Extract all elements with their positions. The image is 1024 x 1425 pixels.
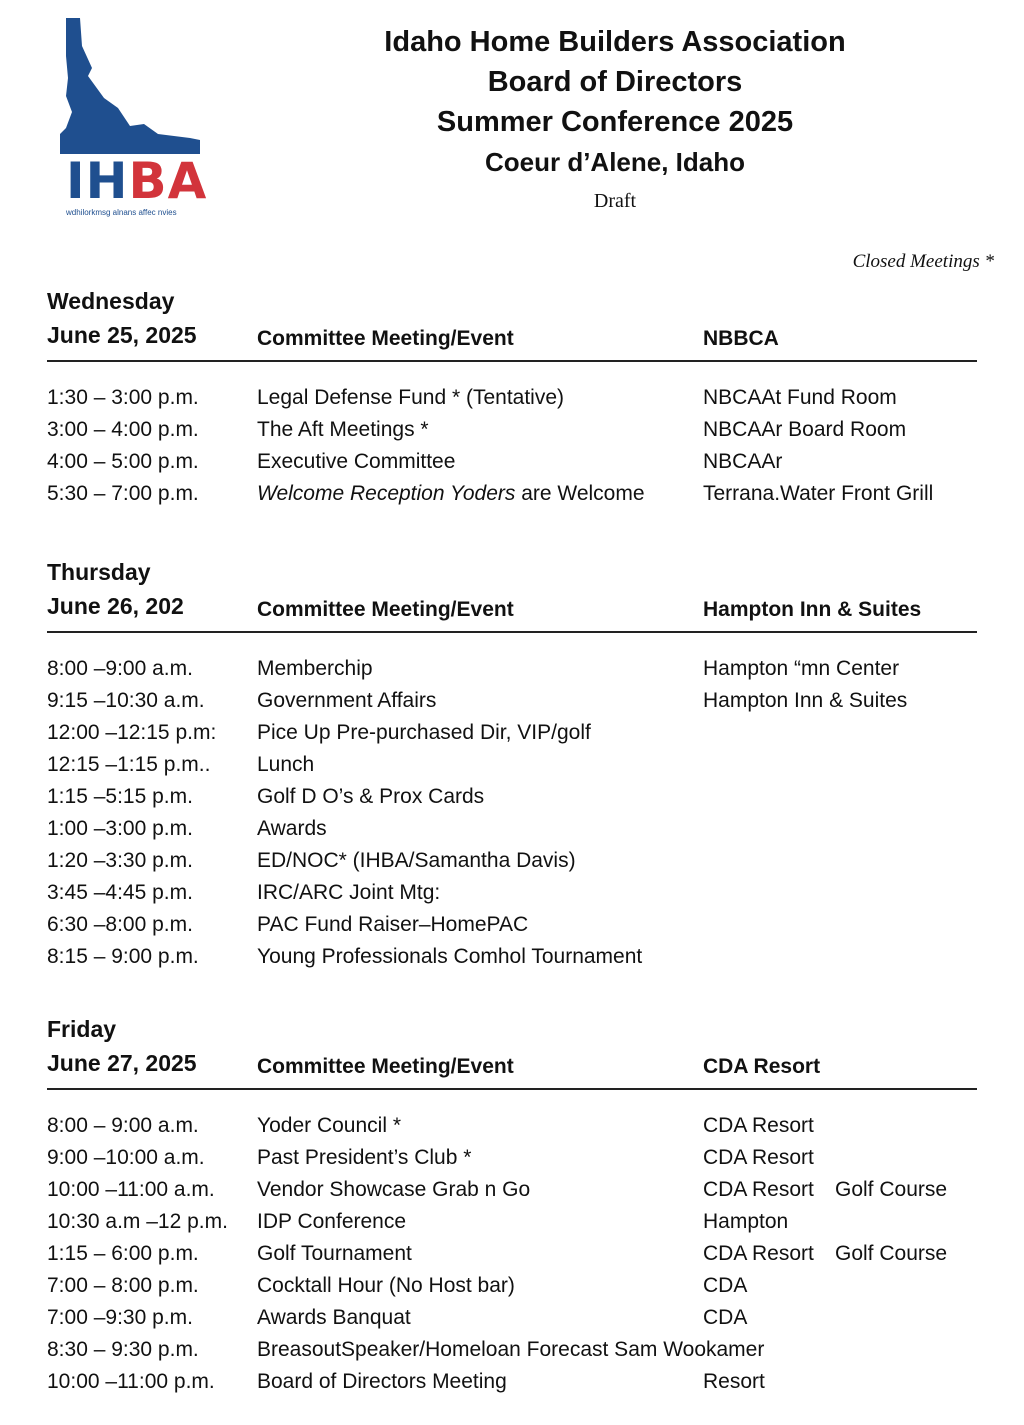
row-time: 10:00 –11:00 a.m. <box>47 1178 215 1201</box>
row-event: IRC/ARC Joint Mtg: <box>257 881 441 904</box>
row-time: 1:20 –3:30 p.m. <box>47 849 193 872</box>
schedule-row <box>47 877 977 909</box>
row-time: 1:00 –3:00 p.m. <box>47 817 193 840</box>
document-header <box>315 22 915 213</box>
column-header-event: Committee Meeting/Event <box>257 1055 514 1078</box>
row-event: Pice Up Pre-purchased Dir, VIP/golf <box>257 721 591 744</box>
column-header-location: CDA Resort <box>703 1055 821 1078</box>
day-date: June 27, 2025 <box>47 1050 197 1076</box>
row-time: 1:15 – 6:00 p.m. <box>47 1242 199 1265</box>
column-header-location: NBBCA <box>703 327 779 350</box>
schedule-row <box>47 781 977 813</box>
divider <box>47 1088 977 1090</box>
row-event: Board of Directors Meeting <box>257 1370 507 1393</box>
row-time: 10:00 –11:00 p.m. <box>47 1370 215 1393</box>
row-location: Hampton “mn Center <box>703 657 900 680</box>
column-header-event: Committee Meeting/Event <box>257 327 514 350</box>
schedule-row <box>47 1110 977 1142</box>
row-location-extra: Golf Course <box>835 1178 948 1201</box>
logo-wordmark: IHBA <box>66 152 208 210</box>
schedule-row <box>47 1302 977 1334</box>
row-time: 7:00 –9:30 p.m. <box>47 1306 193 1329</box>
row-event: Legal Defense Fund * (Tentative) <box>257 386 565 409</box>
divider <box>47 631 977 633</box>
row-event: Awards Banquat <box>257 1306 411 1329</box>
schedule-row <box>47 414 977 446</box>
column-header-location: Hampton Inn & Suites <box>703 598 922 621</box>
row-event <box>257 478 645 510</box>
day-date: June 25, 2025 <box>47 322 197 348</box>
schedule-row <box>47 1206 977 1238</box>
row-event: Executive Committee <box>257 450 456 473</box>
row-event-italic: Welcome Reception Yoders <box>257 482 516 505</box>
section-wednesday <box>47 284 977 510</box>
row-location: CDA Resort <box>703 1146 814 1169</box>
row-location: CDA Resort <box>703 1242 814 1265</box>
row-time: 12:15 –1:15 p.m.. <box>47 753 211 776</box>
row-time: 12:00 –12:15 p.m: <box>47 721 217 744</box>
row-location: CDA Resort <box>703 1178 814 1201</box>
day-name: Friday <box>47 1016 117 1042</box>
row-location: NBCAAt Fund Room <box>703 386 897 409</box>
row-event: Awards <box>257 817 327 840</box>
row-location: CDA Resort <box>703 1114 814 1137</box>
schedule-row <box>47 1270 977 1302</box>
section-friday <box>47 1012 977 1398</box>
row-time: 3:45 –4:45 p.m. <box>47 881 193 904</box>
schedule-row <box>47 1142 977 1174</box>
row-location-extra: Golf Course <box>835 1242 948 1265</box>
row-location: NBCAAr Board Room <box>703 418 907 441</box>
row-time: 6:30 –8:00 p.m. <box>47 913 193 936</box>
row-event: Young Professionals Comhol Tournament <box>257 945 643 968</box>
row-time: 5:30 – 7:00 p.m. <box>47 482 199 505</box>
row-time: 8:00 –9:00 a.m. <box>47 657 193 680</box>
header-conference: Summer Conference 2025 <box>436 106 794 138</box>
row-time: 1:15 –5:15 p.m. <box>47 785 193 808</box>
row-event: Vendor Showcase Grab n Go <box>257 1178 531 1201</box>
header-location: Coeur d’Alene, Idaho <box>484 147 746 177</box>
schedule-row <box>47 717 977 749</box>
schedule-row <box>47 813 977 845</box>
row-event: Yoder Council * <box>257 1114 401 1137</box>
day-date: June 26, 202 <box>47 593 184 619</box>
row-time: 8:15 – 9:00 p.m. <box>47 945 199 968</box>
row-event: IDP Conference <box>257 1210 407 1233</box>
row-time: 7:00 – 8:00 p.m. <box>47 1274 199 1297</box>
schedule-row <box>47 845 977 877</box>
schedule-row <box>47 653 977 685</box>
row-event: Golf Tournament <box>257 1242 412 1265</box>
idaho-state-icon <box>58 16 218 166</box>
row-location: Resort <box>703 1370 765 1393</box>
row-location: CDA <box>703 1274 748 1297</box>
header-title: Idaho Home Builders Association <box>384 26 846 58</box>
row-event: Past President’s Club * <box>257 1146 472 1169</box>
schedule-row <box>47 909 977 941</box>
row-location: Terrana.Water Front Grill <box>703 482 934 505</box>
row-time: 8:30 – 9:30 p.m. <box>47 1338 199 1361</box>
row-time: 9:00 –10:00 a.m. <box>47 1146 205 1169</box>
row-event: ED/NOC* (IHBA/Samantha Davis) <box>257 849 576 872</box>
row-event: PAC Fund Raiser–HomePAC <box>257 913 529 936</box>
schedule-row <box>47 382 977 414</box>
schedule-row <box>47 1366 977 1398</box>
row-location: NBCAAr <box>703 450 783 473</box>
row-event: Cocktall Hour (No Host bar) <box>257 1274 515 1297</box>
day-name: Wednesday <box>47 288 175 314</box>
schedule-row <box>47 685 977 717</box>
row-location: Hampton Inn & Suites <box>703 689 908 712</box>
schedule-row <box>47 1174 977 1206</box>
row-event-rest: are Welcome <box>515 482 645 505</box>
row-event: BreasoutSpeaker/Homeloan Forecast Sam Wookamer <box>257 1338 765 1361</box>
schedule-row <box>47 749 977 781</box>
row-event: Lunch <box>257 753 315 776</box>
closed-meetings-note: Closed Meetings * <box>852 251 994 272</box>
logo-tagline: wdhilorkmsg alnans affec nvies <box>66 208 177 217</box>
row-time: 9:15 –10:30 a.m. <box>47 689 205 712</box>
ihba-logo <box>58 16 218 222</box>
divider <box>47 360 977 362</box>
draft-label: Draft <box>593 190 637 212</box>
row-time: 4:00 – 5:00 p.m. <box>47 450 199 473</box>
row-event: Government Affairs <box>257 689 437 712</box>
row-time: 10:30 a.m –12 p.m. <box>47 1210 228 1233</box>
row-time: 1:30 – 3:00 p.m. <box>47 386 199 409</box>
row-location: CDA <box>703 1306 748 1329</box>
row-event: Memberchip <box>257 657 373 680</box>
row-time: 3:00 – 4:00 p.m. <box>47 418 199 441</box>
row-time: 8:00 – 9:00 a.m. <box>47 1114 199 1137</box>
row-location: Hampton <box>703 1210 789 1233</box>
schedule-row <box>47 478 977 510</box>
schedule-row <box>47 941 977 973</box>
row-event: The Aft Meetings * <box>257 418 429 441</box>
column-header-event: Committee Meeting/Event <box>257 598 514 621</box>
row-event: Golf D O’s & Prox Cards <box>257 785 485 808</box>
header-subtitle: Board of Directors <box>487 66 743 98</box>
schedule-row <box>47 1334 977 1366</box>
schedule-row <box>47 446 977 478</box>
day-name: Thursday <box>47 559 151 585</box>
section-thursday <box>47 555 977 973</box>
schedule-row <box>47 1238 977 1270</box>
